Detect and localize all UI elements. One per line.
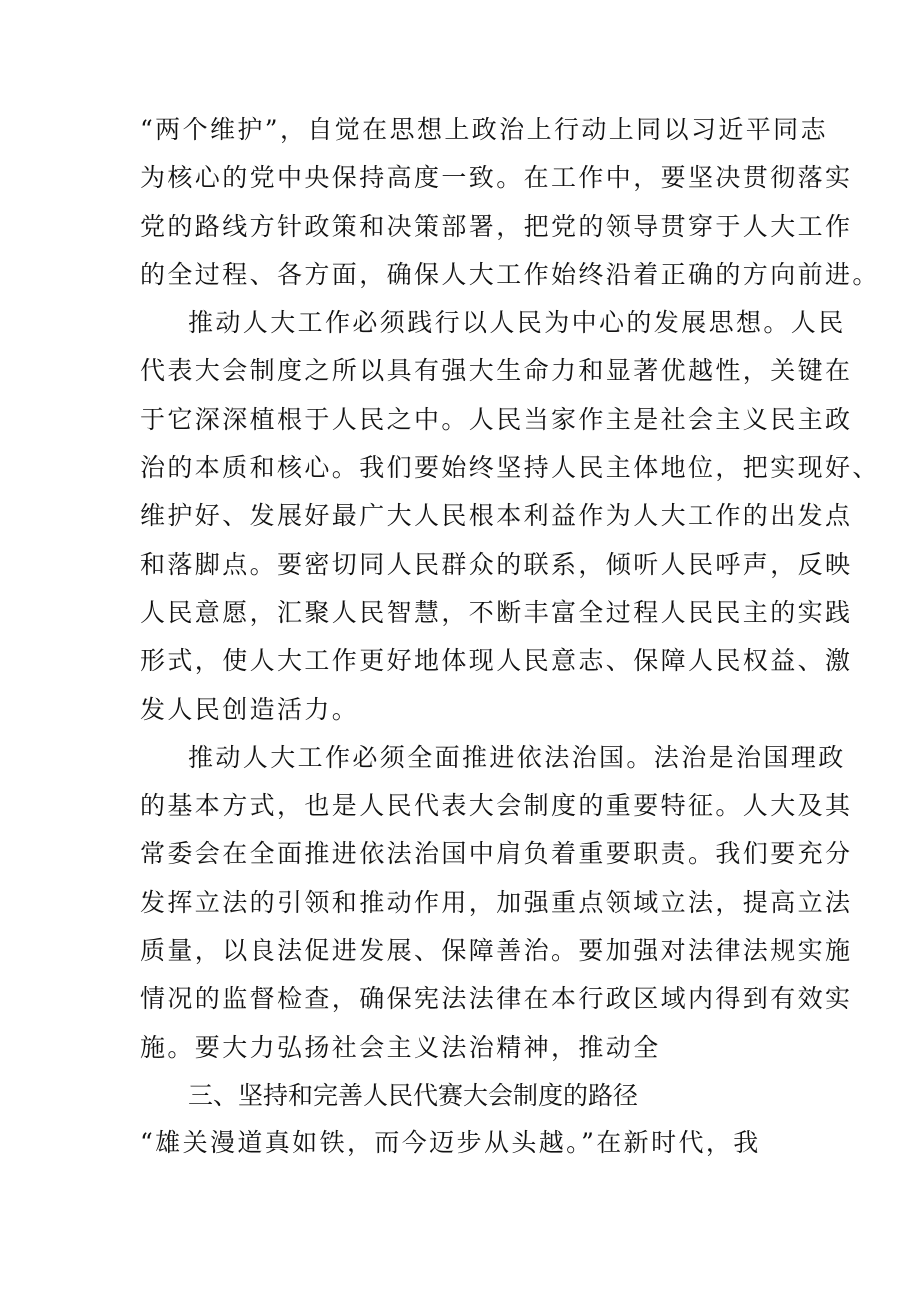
paragraph-2-line-7: 人民意愿，汇聚人民智慧，不断丰富全过程人民民主的实践	[140, 597, 853, 627]
paragraph-3-line-2: 的基本方式，也是人民代表大会制度的重要特征。人大及其	[140, 791, 853, 821]
paragraph-2-line-2: 代表大会制度之所以具有强大生命力和显著优越性，关键在	[140, 356, 853, 386]
paragraph-2-line-4: 治的本质和核心。我们要始终坚持人民主体地位，把实现好、	[140, 453, 880, 483]
paragraph-3-line-3: 常委会在全面推进依法治国中肩负着重要职责。我们要充分	[140, 839, 853, 869]
paragraph-2-line-3: 于它深深植根于人民之中。人民当家作主是社会主义民主政	[140, 404, 853, 434]
paragraph-2-line-5: 维护好、发展好最广大人民根本利益作为人大工作的出发点	[140, 501, 853, 531]
document-body	[140, 106, 880, 1072]
paragraph-2-line-9: 发人民创造活力。	[140, 694, 360, 724]
paragraph-3-line-1: 推动人大工作必须全面推进依法治国。法治是治国理政	[188, 742, 846, 772]
paragraph-2-line-8: 形式，使人大工作更好地体现人民意志、保障人民权益、激	[140, 646, 853, 676]
paragraph-2-line-1: 推动人大工作必须践行以人民为中心的发展思想。人民	[188, 308, 846, 338]
paragraph-2-line-6: 和落脚点。要密切同人民群众的联系，倾听人民呼声，反映	[140, 549, 853, 579]
paragraph-4-line-1: “雄关漫道真如铁，而今迈步从头越。”在新时代，我	[140, 1128, 761, 1157]
section-heading-3: 三、坚持和完善人民代赛大会制度的路径	[188, 1081, 639, 1110]
paragraph-1-line-2: 为核心的党中央保持高度一致。在工作中，要坚决贯彻落实	[140, 163, 853, 193]
paragraph-3-line-7: 施。要大力弘扬社会主义法治精神，推动全	[140, 1032, 661, 1062]
paragraph-3-line-4: 发挥立法的引领和推动作用，加强重点领域立法，提高立法	[140, 887, 853, 917]
paragraph-1-line-3: 党的路线方针政策和决策部署，把党的领导贯穿于人大工作	[140, 211, 853, 241]
paragraph-3-line-5: 质量，以良法促进发展、保障善治。要加强对法律法规实施	[140, 936, 853, 966]
paragraph-1-line-4: 的全过程、各方面，确保人大工作始终沿着正确的方向前进。	[140, 259, 880, 289]
paragraph-3-line-6: 情况的监督检查，确保宪法法律在本行政区域内得到有效实	[140, 984, 853, 1014]
paragraph-1-line-1: “两个维护”，自觉在思想上政治上行动上同以习近平同志	[140, 115, 828, 144]
